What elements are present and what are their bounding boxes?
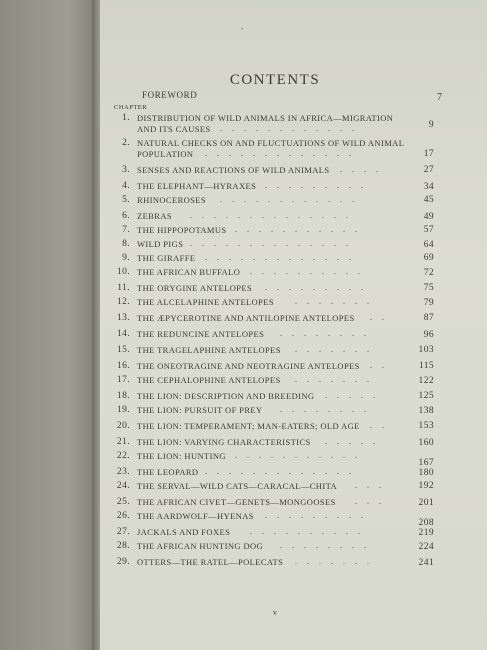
- leader-dots: ....: [340, 165, 388, 174]
- chapter-number: 17.: [116, 375, 130, 385]
- page-speck: •: [241, 27, 244, 33]
- chapter-number: 14.: [116, 329, 130, 339]
- chapter-title: THE ELEPHANT—HYRAXES: [137, 181, 257, 191]
- chapter-title-continued: POPULATION: [137, 149, 194, 159]
- leader-dots: ..........: [250, 527, 370, 536]
- chapter-number: 19.: [116, 405, 130, 415]
- page-ref: 122: [418, 376, 434, 386]
- leader-dots: ..: [370, 421, 394, 430]
- page-ref: 138: [418, 406, 434, 416]
- contents-list: [100, 0, 487, 650]
- page-ref: 27: [423, 165, 434, 175]
- chapter-title: DISTRIBUTION OF WILD ANIMALS IN AFRICA—MIGRATION: [137, 113, 394, 123]
- chapter-title: THE LION: TEMPERAMENT; MAN-EATERS; OLD AGE: [137, 421, 360, 431]
- page-ref: 125: [418, 391, 434, 401]
- page-ref: 167: [418, 458, 434, 468]
- chapter-title: THE ALCELAPHINE ANTELOPES: [137, 297, 275, 307]
- leader-dots: .......: [295, 375, 379, 384]
- chapter-title: JACKALS AND FOXES: [137, 527, 231, 537]
- chapter-title: THE LION: DESCRIPTION AND BREEDING: [137, 391, 315, 401]
- chapter-title: THE HIPPOPOTAMUS: [137, 225, 227, 235]
- page-title: CONTENTS: [229, 72, 321, 88]
- chapter-number: 18.: [116, 391, 130, 401]
- leader-dots: ........: [280, 405, 376, 414]
- left-page: [0, 0, 98, 650]
- leader-dots: ..: [370, 313, 394, 322]
- leader-dots: ...........: [235, 451, 367, 460]
- chapter-title: THE TRAGELAPHINE ANTELOPES: [137, 345, 281, 355]
- chapter-title: THE AFRICAN HUNTING DOG: [137, 541, 264, 551]
- page-ref: 45: [423, 195, 434, 205]
- chapter-number: 7.: [122, 225, 130, 235]
- leader-dots: .........: [265, 181, 373, 190]
- page-ref: 64: [423, 240, 434, 250]
- page-ref: 34: [423, 182, 434, 192]
- chapter-number: 2.: [122, 138, 130, 148]
- chapter-number: 21.: [116, 437, 130, 447]
- chapter-title: THE CEPHALOPHINE ANTELOPES: [137, 375, 281, 385]
- foreword-label: FOREWORD: [142, 90, 198, 100]
- chapter-number: 15.: [116, 345, 130, 355]
- foreword-page: 7: [437, 92, 442, 103]
- leader-dots: .............: [205, 149, 361, 158]
- leader-dots: ..........: [250, 267, 370, 276]
- chapter-title: THE SERVAL—WILD CATS—CARACAL—CHITA: [137, 481, 338, 491]
- leader-dots: ..............: [190, 211, 358, 220]
- leader-dots: .........: [265, 283, 373, 292]
- chapter-number: 5.: [122, 195, 130, 205]
- chapter-title: THE LION: VARYING CHARACTERISTICS: [137, 437, 311, 447]
- page-ref: 192: [418, 481, 434, 491]
- chapter-column-label: CHAPTER: [114, 104, 148, 111]
- leader-dots: .....: [325, 391, 385, 400]
- chapter-number: 10.: [116, 267, 130, 277]
- page-ref: 79: [423, 298, 434, 308]
- contents-page: [100, 0, 487, 650]
- chapter-title: THE AFRICAN CIVET—GENETS—MONGOOSES: [137, 497, 336, 507]
- leader-dots: ..: [370, 361, 394, 370]
- chapter-title: SENSES AND REACTIONS OF WILD ANIMALS: [137, 165, 330, 175]
- page-ref: 57: [423, 225, 434, 235]
- chapter-number: 6.: [122, 211, 130, 221]
- chapter-title: THE LEOPARD: [137, 467, 199, 477]
- page-ref: 103: [418, 345, 434, 355]
- chapter-title-continued: AND ITS CAUSES: [137, 124, 211, 134]
- chapter-number: 24.: [116, 481, 130, 491]
- leader-dots: ..............: [190, 239, 358, 248]
- leader-dots: ............: [220, 124, 364, 133]
- chapter-title: THE LION: PURSUIT OF PREY: [137, 405, 263, 415]
- chapter-title: THE REDUNCINE ANTELOPES: [137, 329, 265, 339]
- chapter-number: 13.: [116, 313, 130, 323]
- chapter-number: 23.: [116, 467, 130, 477]
- page-ref: 75: [423, 283, 434, 293]
- leader-dots: .........: [265, 511, 373, 520]
- chapter-number: 20.: [116, 421, 130, 431]
- page-ref: 153: [418, 421, 434, 431]
- chapter-number: 16.: [116, 361, 130, 371]
- page-ref: 49: [423, 212, 434, 222]
- chapter-title: THE AARDWOLF—HYENAS: [137, 511, 254, 521]
- page-ref: 87: [423, 313, 434, 323]
- chapter-number: 28.: [116, 541, 130, 551]
- chapter-number: 25.: [116, 497, 130, 507]
- leader-dots: .......: [295, 345, 379, 354]
- page-ref: 9: [428, 120, 434, 130]
- page-ref: 241: [418, 558, 434, 568]
- leader-dots: ............: [220, 195, 364, 204]
- leader-dots: .......: [295, 297, 379, 306]
- chapter-title: THE AFRICAN BUFFALO: [137, 267, 241, 277]
- page-ref: 115: [418, 361, 434, 371]
- chapter-title: WILD PIGS: [137, 239, 184, 249]
- chapter-number: 29.: [116, 557, 130, 567]
- page-ref: 17: [423, 149, 434, 159]
- chapter-number: 4.: [122, 181, 130, 191]
- page-ref: 208: [418, 518, 434, 528]
- page-ref: 224: [418, 542, 434, 552]
- page-ref: 96: [423, 330, 434, 340]
- chapter-number: 8.: [122, 239, 130, 249]
- chapter-title: THE LION: HUNTING: [137, 451, 226, 461]
- leader-dots: ...: [355, 481, 391, 490]
- page-ref: 219: [418, 528, 434, 538]
- leader-dots: .....: [325, 437, 385, 446]
- leader-dots: .............: [205, 467, 361, 476]
- chapter-number: 9.: [122, 253, 130, 263]
- chapter-number: 12.: [116, 297, 130, 307]
- page-ref: 72: [423, 268, 434, 278]
- chapter-number: 26.: [116, 511, 130, 521]
- leader-dots: ........: [280, 329, 376, 338]
- chapter-title: THE ORYGINE ANTELOPES: [137, 283, 253, 293]
- leader-dots: ...: [355, 497, 391, 506]
- chapter-title: THE GIRAFFE: [137, 253, 196, 263]
- chapter-number: 22.: [116, 451, 130, 461]
- chapter-title: NATURAL CHECKS ON AND FLUCTUATIONS OF WILD ANIMAL: [137, 138, 405, 148]
- leader-dots: ........: [280, 541, 376, 550]
- chapter-title: RHINOCEROSES: [137, 195, 207, 205]
- leader-dots: .............: [205, 253, 361, 262]
- chapter-number: 27.: [116, 527, 130, 537]
- chapter-number: 1.: [122, 113, 130, 123]
- chapter-title: ZEBRAS: [137, 211, 172, 221]
- chapter-number: 11.: [117, 283, 130, 293]
- chapter-number: 3.: [122, 165, 130, 175]
- page-ref: 180: [418, 468, 434, 478]
- chapter-title: THE ONEOTRAGINE AND NEOTRAGINE ANTELOPES: [137, 361, 360, 371]
- page-ref: 160: [418, 438, 434, 448]
- leader-dots: ...........: [235, 225, 367, 234]
- page-ref: 201: [418, 498, 434, 508]
- page-number: v: [273, 608, 277, 617]
- chapter-title: THE ÆPYCEROTINE AND ANTILOPINE ANTELOPES: [137, 313, 355, 323]
- page-ref: 69: [423, 253, 434, 263]
- chapter-title: OTTERS—THE RATEL—POLECATS: [137, 557, 284, 567]
- leader-dots: .......: [295, 557, 379, 566]
